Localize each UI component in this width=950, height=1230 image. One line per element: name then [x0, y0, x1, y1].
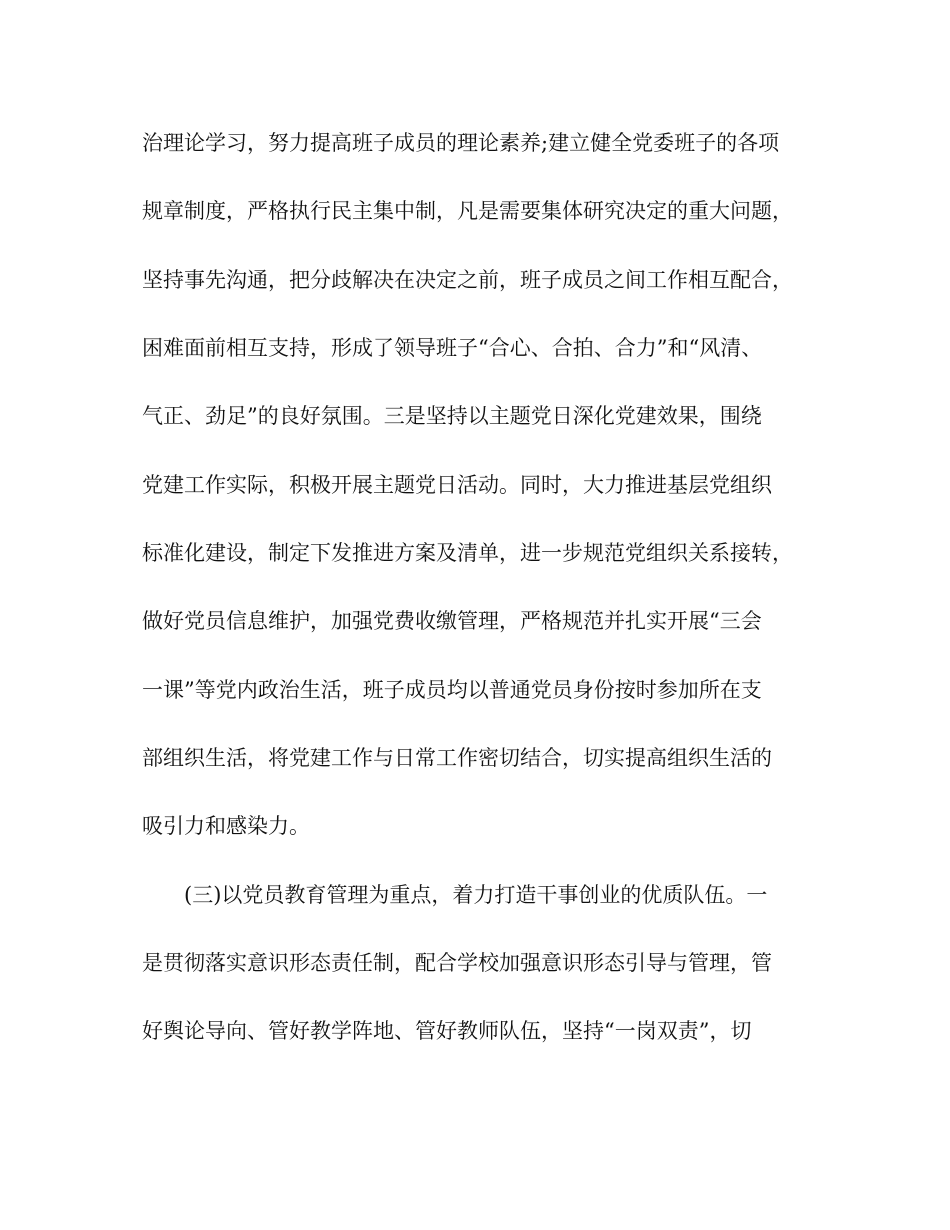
paragraph-line-13: 是贯彻落实意识形态责任制，配合学校加强意识形态引导与管理，管 [142, 951, 772, 975]
paragraph-line-5: 气正、劲足”的良好氛围。三是坚持以主题党日深化党建效果，围绕 [142, 404, 762, 428]
paragraph-line-2: 规章制度，严格执行民主集中制，凡是需要集体研究决定的重大问题， [142, 199, 793, 223]
paragraph-line-11: 吸引力和感染力。 [142, 814, 310, 838]
paragraph-line-9: 一课”等党内政治生活，班子成员均以普通党员身份按时参加所在支 [142, 678, 762, 702]
paragraph-line-3: 坚持事先沟通，把分歧解决在决定之前，班子成员之间工作相互配合， [142, 268, 793, 292]
paragraph-line-4: 困难面前相互支持，形成了领导班子“合心、合拍、合力”和“风清、 [142, 336, 763, 360]
paragraph-line-14: 好舆论导向、管好教学阵地、管好教师队伍，坚持“一岗双责”，切 [142, 1019, 752, 1043]
paragraph-line-6: 党建工作实际，积极开展主题党日活动。同时，大力推进基层党组织 [142, 473, 772, 497]
paragraph-line-1: 治理论学习，努力提高班子成员的理论素养;建立健全党委班子的各项 [142, 131, 780, 155]
paragraph-line-12: (三)以党员教育管理为重点，着力打造干事创业的优质队伍。一 [184, 883, 768, 907]
paragraph-line-7: 标准化建设，制定下发推进方案及清单，进一步规范党组织关系接转， [142, 541, 793, 565]
paragraph-line-10: 部组织生活，将党建工作与日常工作密切结合，切实提高组织生活的 [142, 746, 772, 770]
paragraph-line-8: 做好党员信息维护，加强党费收缴管理，严格规范并扎实开展“三会 [142, 609, 762, 633]
